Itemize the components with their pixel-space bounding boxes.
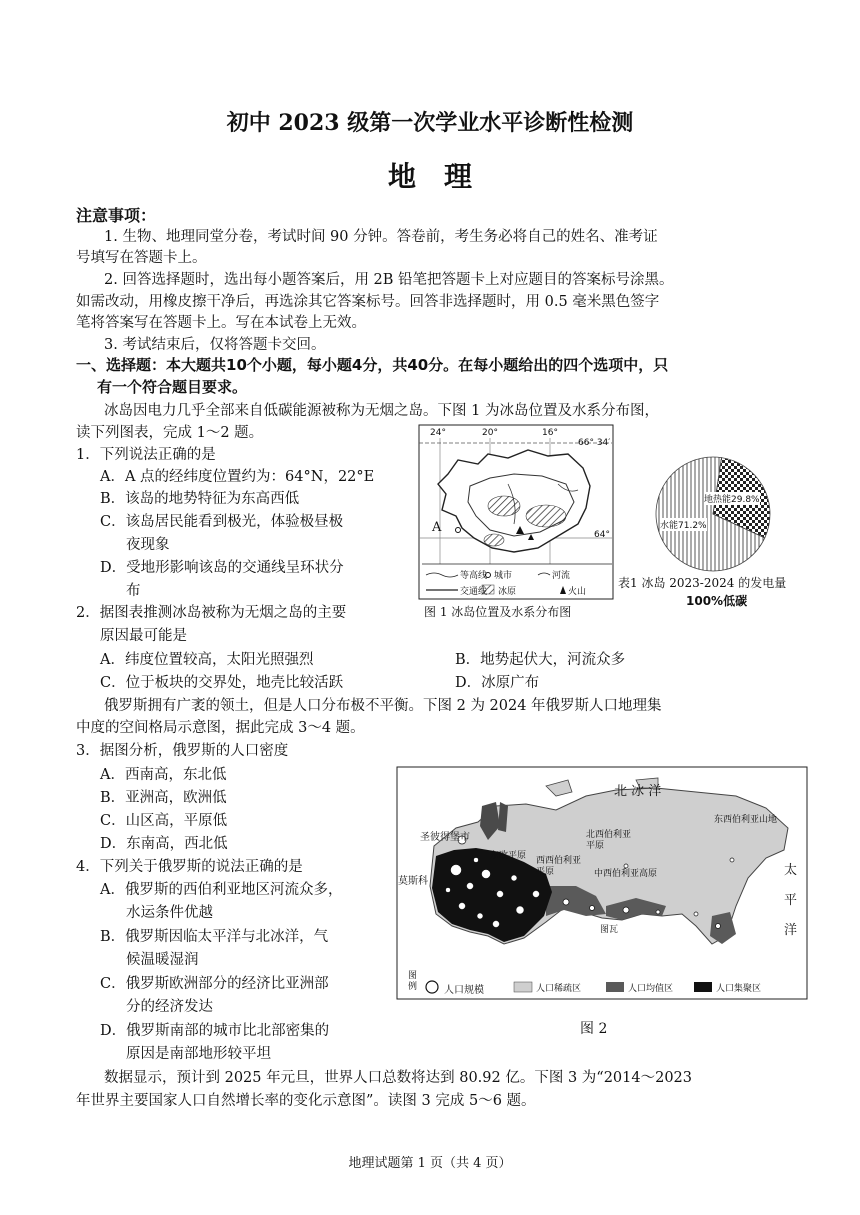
latitude-label: 64° bbox=[594, 530, 610, 540]
figure-2-map bbox=[396, 766, 808, 1000]
legend-river: 河流 bbox=[552, 571, 571, 581]
intro-text: 读下列图表，完成 1～2 题。 bbox=[76, 425, 264, 441]
label-arctic-ocean: 北 冰 洋 bbox=[614, 784, 662, 799]
label-tuva: 图瓦 bbox=[600, 925, 619, 935]
q1-option-c: C．该岛居民能看到极光，体验极昼极 bbox=[100, 514, 344, 530]
pie-label-hydro: 水能71.2% bbox=[660, 518, 707, 531]
q4-option-c-cont: 分的经济发达 bbox=[126, 999, 213, 1015]
intro-text: 冰岛因电力几乎全部来自低碳能源被称为无烟之岛。下图 1 为冰岛位置及水系分布图， bbox=[104, 403, 659, 419]
legend-contour: 等高线 bbox=[460, 571, 488, 581]
point-a-label: A bbox=[432, 520, 442, 535]
q4-option-b-cont: 候温暖湿润 bbox=[126, 952, 199, 968]
longitude-label: 20° bbox=[482, 428, 498, 438]
q2-option-c: C．位于板块的交界处，地壳比较活跃 bbox=[100, 675, 344, 691]
legend-sparse: 人口稀疏区 bbox=[536, 984, 582, 994]
q3-option-d: D．东南高，西北低 bbox=[100, 836, 228, 852]
q3-option-b: B．亚洲高，欧洲低 bbox=[100, 790, 227, 806]
pie-chart bbox=[638, 454, 788, 574]
section-heading: 一、选择题：本大题共10个小题，每小题4分，共40分。在每小题给出的四个选项中，只 bbox=[76, 356, 669, 374]
legend-city: 城市 bbox=[494, 571, 513, 581]
figure-1-caption: 图 1 冰岛位置及水系分布图 bbox=[424, 605, 572, 619]
table-1-caption: 表1 冰岛 2023-2024 的发电量 bbox=[618, 576, 787, 590]
legend-population-scale: 人口规模 bbox=[444, 985, 484, 996]
longitude-label: 16° bbox=[542, 428, 558, 438]
intro-text: 中度的空间格局示意图，据此完成 3～4 题。 bbox=[76, 720, 365, 736]
question-4-stem: 4．下列关于俄罗斯的说法正确的是 bbox=[76, 859, 303, 875]
intro-text: 年世界主要国家人口自然增长率的变化示意图”。读图 3 完成 5～6 题。 bbox=[76, 1093, 536, 1109]
table-1-caption-cont: 100%低碳 bbox=[686, 594, 748, 608]
q1-option-c-cont: 夜现象 bbox=[126, 537, 170, 553]
q4-option-b: B．俄罗斯因临太平洋与北冰洋，气 bbox=[100, 929, 329, 945]
legend-volcano: 火山 bbox=[568, 587, 587, 597]
pie-label-geothermal: 地热能29.8% bbox=[704, 492, 760, 505]
notice-line: 号填写在答题卡上。 bbox=[76, 250, 207, 266]
q4-option-d: D．俄罗斯南部的城市比北部密集的 bbox=[100, 1023, 330, 1039]
subject-title: 地理 bbox=[387, 160, 500, 193]
label-east-european-plain: 东欧平原 bbox=[490, 851, 527, 861]
notice-line: 如需改动，用橡皮擦干净后，再选涂其它答案标号。回答非选择题时，用 0.5 毫米黑色签字 bbox=[76, 294, 660, 310]
label-central-siberian-plateau: 中西伯利亚高原 bbox=[594, 869, 658, 879]
q1-option-d-cont: 布 bbox=[126, 583, 141, 599]
label-pacific-char: 平 bbox=[784, 893, 798, 908]
question-2-stem: 2．据图表推测冰岛被称为无烟之岛的主要 bbox=[76, 605, 347, 621]
label-pacific-char: 太 bbox=[784, 863, 798, 878]
label-pacific-char: 洋 bbox=[784, 923, 798, 938]
question-1-stem: 1．下列说法正确的是 bbox=[76, 447, 216, 463]
exam-title: 初中 2023 级第一次学业水平诊断性检测 bbox=[226, 110, 634, 136]
intro-text: 数据显示，预计到 2025 年元旦，世界人口总数将达到 80.92 亿。下图 3 为“2014～2023 bbox=[104, 1070, 693, 1086]
q4-option-d-cont: 原因是南部地形较平坦 bbox=[126, 1046, 271, 1062]
notice-heading: 注意事项： bbox=[76, 206, 157, 225]
q4-option-a: A．俄罗斯的西伯利亚地区河流众多， bbox=[100, 882, 343, 898]
label-north-siberian-plain: 北西伯利亚平原 bbox=[586, 830, 632, 851]
section-heading-cont: 有一个符合题目要求。 bbox=[97, 378, 248, 396]
notice-line: 3. 考试结束后，仅将答题卡交回。 bbox=[104, 337, 326, 353]
q4-option-a-cont: 水运条件优越 bbox=[126, 905, 213, 921]
legend-road: 交通线 bbox=[460, 587, 488, 597]
label-moscow: 莫斯科 bbox=[398, 876, 428, 887]
q3-option-a: A．西南高，东北低 bbox=[100, 767, 227, 783]
legend-dense: 人口集聚区 bbox=[716, 984, 762, 994]
longitude-label: 24° bbox=[430, 428, 446, 438]
q2-option-a: A．纬度位置较高，太阳光照强烈 bbox=[100, 652, 314, 668]
legend-ice: 冰原 bbox=[498, 587, 517, 597]
notice-line: 1. 生物、地理同堂分卷，考试时间 90 分钟。答卷前，考生务必将自己的姓名、准考证 bbox=[104, 229, 658, 245]
q2-option-d: D．冰原广布 bbox=[455, 675, 540, 691]
figure-1-map bbox=[418, 424, 614, 600]
notice-line: 笔将答案写在答题卡上。写在本试卷上无效。 bbox=[76, 315, 366, 331]
question-3-stem: 3．据图分析，俄罗斯的人口密度 bbox=[76, 743, 289, 759]
label-pacific-ocean bbox=[784, 856, 797, 946]
question-2-stem-cont: 原因最可能是 bbox=[100, 628, 187, 644]
page-footer: 地理试题第 1 页（共 4 页） bbox=[348, 1156, 512, 1171]
legend-average: 人口均值区 bbox=[628, 984, 674, 994]
q1-option-a: A．A 点的经纬度位置约为：64°N，22°E bbox=[100, 469, 375, 485]
latitude-label: 66° 34′ bbox=[578, 438, 611, 448]
notice-line: 2. 回答选择题时，选出每小题答案后，用 2B 铅笔把答题卡上对应题目的答案标号涂黑。 bbox=[104, 272, 674, 288]
figure-2-caption: 图 2 bbox=[580, 1021, 608, 1037]
q1-option-b: B．该岛的地势特征为东高西低 bbox=[100, 491, 300, 507]
q2-option-b: B．地势起伏大，河流众多 bbox=[455, 652, 626, 668]
intro-text: 俄罗斯拥有广袤的领土，但是人口分布极不平衡。下图 2 为 2024 年俄罗斯人口地理集 bbox=[104, 698, 662, 714]
label-st-petersburg: 圣彼得堡市 bbox=[420, 832, 470, 843]
q1-option-d: D．受地形影响该岛的交通线呈环状分 bbox=[100, 560, 344, 576]
legend-title: 图例 bbox=[408, 971, 418, 992]
q4-option-c: C．俄罗斯欧洲部分的经济比亚洲部 bbox=[100, 976, 329, 992]
label-west-siberian-plain: 西西伯利亚平原 bbox=[536, 856, 582, 877]
label-east-siberian-mountains: 东西伯利亚山地 bbox=[714, 815, 778, 825]
q3-option-c: C．山区高，平原低 bbox=[100, 813, 228, 829]
